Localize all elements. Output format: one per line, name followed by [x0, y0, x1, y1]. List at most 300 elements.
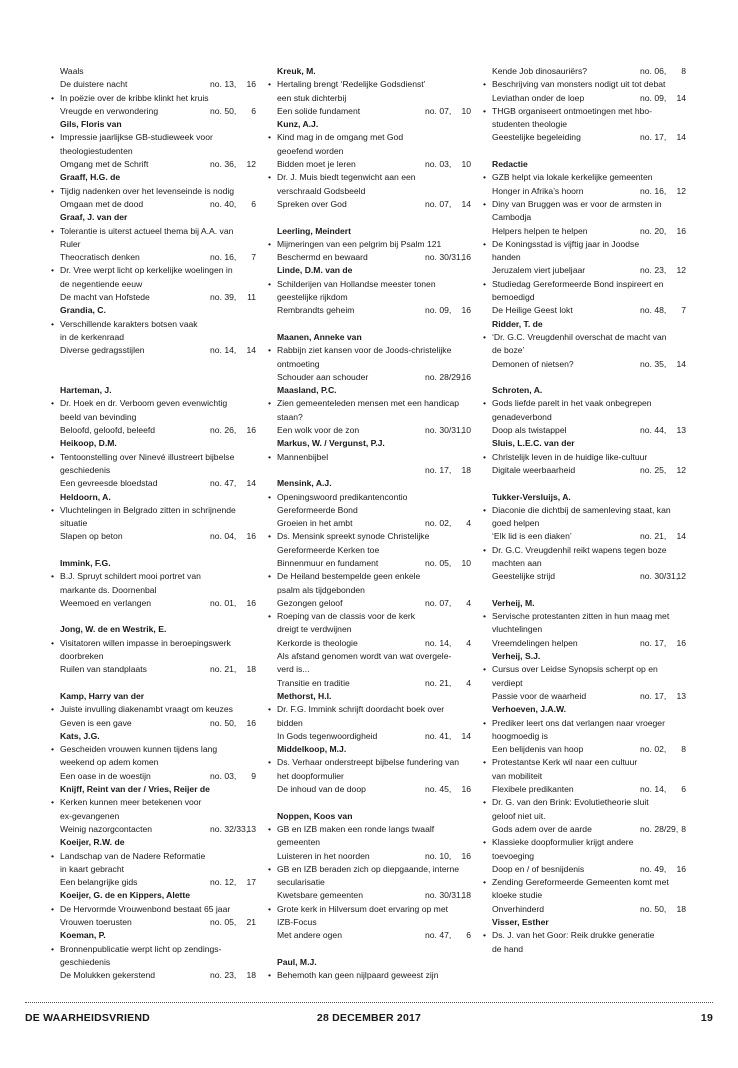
issue-number: no. 21,	[640, 531, 667, 542]
summary-continuation: gemeenten	[277, 837, 321, 848]
summary-continuation: de boze’	[492, 345, 525, 356]
section-gap	[268, 211, 471, 224]
article-summary: • Bronnenpublicatie werpt licht op zendings-	[51, 943, 256, 956]
page-reference: 16	[676, 637, 686, 648]
author-name: Koeman, P.	[60, 930, 106, 941]
article-reference	[268, 783, 471, 796]
issue-number: no. 21,	[425, 677, 452, 688]
article-summary: • Beschrijving van monsters nodigt uit tot debat	[483, 78, 686, 91]
article-summary: • Impressie jaarlijkse GB-studieweek voor	[51, 131, 256, 144]
index-column-1	[51, 65, 256, 982]
author-name: Redactie	[492, 159, 528, 170]
article-title: Kende Job dinosauriërs?	[492, 66, 588, 76]
article-summary: • In poëzie over de kribbe klinkt het kruis	[51, 92, 256, 105]
article-reference	[51, 251, 256, 264]
article-summary: • GB en IZB maken een ronde langs twaalf	[268, 823, 471, 836]
issue-number: no. 47,	[210, 478, 237, 489]
page-reference: 16	[461, 850, 471, 861]
issue-number: no. 30/31,	[425, 425, 464, 436]
article-reference	[483, 530, 686, 543]
article-summary: • Protestantse Kerk wil naar een cultuur	[483, 756, 686, 769]
article-title: Gezongen geloof	[277, 597, 343, 608]
issue-number: no. 41,	[425, 730, 452, 741]
article-reference	[268, 557, 471, 570]
section-gap	[51, 677, 256, 690]
article-summary: • Zien gemeenteleden mensen met een handicap	[268, 397, 471, 410]
author-name: Middelkoop, M.J.	[277, 744, 347, 755]
author-name: Verhoeven, J.A.W.	[492, 704, 567, 715]
author-name: Kunz, A.J.	[277, 119, 319, 130]
article-title: Transitie en traditie	[277, 677, 350, 688]
article-summary: • Diaconie die dichtbij de samenleving staat, kan	[483, 504, 686, 517]
article-reference	[51, 823, 256, 836]
page-reference: 16	[461, 252, 471, 263]
page-reference: 18	[246, 970, 256, 981]
page-reference: 10	[461, 557, 471, 568]
page-reference: 10	[461, 425, 471, 436]
summary-continuation: Gereformeerde Bond	[277, 504, 358, 515]
article-reference	[483, 185, 686, 198]
page-reference: 16	[461, 371, 471, 382]
author-name: Verheij, S.J.	[492, 651, 541, 662]
article-reference	[483, 743, 686, 756]
author-name: Ridder, T. de	[492, 318, 543, 329]
issue-number: no. 04,	[210, 531, 237, 542]
article-title: Leviathan onder de loep	[492, 92, 585, 103]
article-summary: • Cursus over Leidse Synopsis scherpt op en	[483, 663, 686, 676]
article-reference	[483, 570, 686, 583]
issue-number: no. 17,	[640, 637, 667, 648]
issue-number: no. 49,	[640, 863, 667, 874]
author-name: Knijff, Reint van der / Vries, Reijer de	[60, 784, 210, 795]
page-reference: 16	[246, 531, 256, 542]
article-summary: • Rabbijn ziet kansen voor de Joods-christelijke	[268, 344, 471, 357]
article-title: Weemoed en verlangen	[60, 597, 152, 608]
issue-number: no. 02,	[425, 518, 452, 529]
article-title: Spreken over God	[277, 198, 347, 209]
article-title: Een oase in de woestijn	[60, 770, 151, 781]
summary-continuation: dreigt te verdwijnen	[277, 624, 352, 635]
page-reference: 11	[247, 292, 256, 303]
article-summary: • GB en IZB beraden zich op diepgaande, interne	[268, 863, 471, 876]
article-reference	[51, 969, 256, 982]
page-reference: 17	[246, 877, 256, 888]
summary-continuation: het doopformulier	[277, 770, 344, 781]
article-title: De Heilige Geest lokt	[492, 305, 573, 316]
summary-continuation: kloeke studie	[492, 890, 543, 901]
issue-number: no. 16,	[640, 185, 667, 196]
article-reference	[268, 105, 471, 118]
issue-number: no. 07,	[425, 105, 452, 116]
author-name: Mensink, A.J.	[277, 478, 332, 489]
summary-continuation: de hand	[492, 943, 524, 954]
article-title: Flexibele predikanten	[492, 784, 574, 795]
issue-number: no. 13,	[210, 79, 237, 90]
article-title: Honger in Afrika’s hoorn	[492, 185, 584, 196]
article-title: De duistere nacht	[60, 79, 128, 90]
summary-continuation: machten aan	[492, 557, 542, 568]
author-name: Visser, Esther	[492, 917, 549, 927]
article-reference	[483, 863, 686, 876]
issue-number: no. 02,	[640, 744, 667, 755]
article-reference	[483, 464, 686, 477]
article-title: Rembrandts geheim	[277, 305, 355, 316]
section-gap	[483, 371, 686, 384]
article-reference	[268, 304, 471, 317]
author-name: Harteman, J.	[60, 385, 112, 396]
summary-continuation: in kaart gebracht	[60, 863, 125, 874]
summary-continuation: hoogmoedig is	[492, 730, 548, 741]
author-name: Linde, D.M. van de	[277, 265, 353, 276]
section-gap	[483, 477, 686, 490]
article-reference	[51, 530, 256, 543]
article-title: Weinig nazorgcontacten	[60, 823, 153, 834]
issue-number: no. 12,	[210, 877, 237, 888]
article-title: Omgang met de Schrift	[60, 159, 149, 170]
author-name: Gils, Floris van	[60, 119, 122, 130]
article-reference	[268, 517, 471, 530]
section-gap	[483, 145, 686, 158]
author-name: Immink, F.G.	[60, 557, 111, 568]
page-reference: 14	[676, 132, 686, 143]
summary-continuation: Als afstand genomen wordt van wat overgele-	[277, 651, 452, 662]
page-reference: 8	[681, 744, 686, 755]
article-reference	[268, 850, 471, 863]
article-title: Een wolk voor de zon	[277, 425, 360, 436]
article-reference	[483, 823, 686, 836]
page-reference: 13	[246, 823, 256, 834]
article-reference	[483, 225, 686, 238]
article-summary: • Dr. G. van den Brink: Evolutietheorie sluit	[483, 796, 686, 809]
article-title: De macht van Hofstede	[60, 292, 150, 303]
summary-continuation: geestelijke rijkdom	[277, 292, 348, 303]
summary-continuation: geoefend worden	[277, 145, 344, 156]
article-reference	[268, 424, 471, 437]
article-title: Doop en / of besnijdenis	[492, 863, 585, 874]
article-title: Beloofd, geloofd, beleefd	[60, 425, 156, 436]
page-reference: 16	[246, 597, 256, 608]
article-title: Een gevreesde bloedstad	[60, 478, 158, 489]
article-reference	[51, 876, 256, 889]
author-name: Kamp, Harry van der	[60, 690, 145, 701]
publication-date: 28 DECEMBER 2017	[316, 1012, 422, 1024]
article-reference	[51, 344, 256, 357]
author-name: Sluis, L.E.C. van der	[492, 438, 575, 449]
article-summary: • Vluchtelingen in Belgrado zitten in schrijnende	[51, 504, 256, 517]
summary-continuation: Ruler	[60, 238, 81, 249]
section-gap	[51, 610, 256, 623]
issue-number: no. 35,	[640, 358, 667, 369]
article-title: Geestelijke begeleiding	[492, 132, 581, 143]
article-summary: • De Heiland bestempelde geen enkele	[268, 570, 471, 583]
page-reference: 14	[461, 198, 471, 209]
page-reference: 14	[676, 358, 686, 369]
page-reference: 6	[251, 105, 256, 116]
article-title: Geestelijke strijd	[492, 571, 556, 582]
page-reference: 21	[246, 917, 256, 927]
summary-continuation: verschraald Godsbeeld	[277, 185, 366, 196]
article-title: Luisteren in het noorden	[277, 850, 370, 861]
article-summary: • Ds. Mensink spreekt synode Christelijke	[268, 530, 471, 543]
article-reference	[51, 663, 256, 676]
article-reference	[483, 264, 686, 277]
page-reference: 16	[246, 717, 256, 728]
article-title: Ruilen van standplaats	[60, 664, 147, 675]
article-title: Kwetsbare gemeenten	[277, 890, 363, 901]
issue-number: no. 50,	[210, 105, 237, 116]
article-summary: • Roeping van de classis voor de kerk	[268, 610, 471, 623]
issue-number: no. 20,	[640, 225, 667, 236]
summary-continuation: Gereformeerde Kerken toe	[277, 544, 380, 555]
article-summary: • Mannenbijbel	[268, 451, 471, 464]
summary-continuation: situatie	[60, 518, 88, 529]
issue-number: no. 09,	[640, 92, 667, 103]
article-title: Gods adem over de aarde	[492, 823, 592, 834]
author-name: Graaff, H.G. de	[60, 172, 121, 183]
article-summary: • Christelijk leven in de huidige like-cultuur	[483, 451, 686, 464]
issue-number: no. 45,	[425, 784, 452, 795]
article-summary: • THGB organiseert ontmoetingen met hbo-	[483, 105, 686, 118]
article-reference	[51, 105, 256, 118]
article-summary: • De Hervormde Vrouwenbond bestaat 65 jaar	[51, 903, 256, 916]
publication-name: DE WAARHEIDSVRIEND	[25, 1012, 150, 1024]
section-gap	[51, 358, 256, 371]
issue-number: no. 21,	[210, 664, 237, 675]
article-title: Kerkorde is theologie	[277, 637, 358, 648]
article-summary: • Kind mag in de omgang met God	[268, 131, 471, 144]
summary-continuation: doorbreken	[60, 651, 104, 662]
issue-number: no. 10,	[425, 850, 452, 861]
article-reference	[268, 158, 471, 171]
article-summary: • Dr. G.C. Vreugdenhil reikt wapens tegen boze	[483, 544, 686, 557]
article-reference	[51, 477, 256, 490]
article-title: De Molukken gekerstend	[60, 970, 156, 981]
summary-continuation: in de kerkenraad	[60, 331, 125, 342]
article-title: Digitale weerbaarheid	[492, 464, 576, 475]
issue-number: no. 03,	[425, 159, 452, 170]
article-title: Jeruzalem viert jubeljaar	[492, 265, 586, 276]
author-name: Tukker-Versluijs, A.	[492, 491, 571, 502]
author-name: Kats, J.G.	[60, 730, 100, 741]
article-summary: • Gods liefde parelt in het vaak onbegrepen	[483, 397, 686, 410]
article-title: Doop als twistappel	[492, 425, 567, 436]
summary-continuation: van mobiliteit	[492, 770, 543, 781]
page-reference: 16	[246, 425, 256, 436]
issue-number: no. 05,	[425, 557, 452, 568]
article-summary: • Schilderijen van Hollandse meester tonen	[268, 278, 471, 291]
issue-number: no. 25,	[640, 464, 667, 475]
page-reference: 16	[246, 79, 256, 90]
page-reference: 7	[681, 305, 686, 316]
page-reference: 10	[461, 159, 471, 170]
summary-continuation: secularisatie	[277, 877, 325, 888]
issue-number: no. 06,	[640, 66, 667, 76]
summary-continuation: geschiedenis	[60, 956, 111, 967]
article-reference	[268, 597, 471, 610]
issue-number: no. 50,	[640, 903, 667, 914]
page-reference: 14	[246, 345, 256, 356]
issue-number: no. 48,	[640, 305, 667, 316]
page-reference: 8	[681, 66, 686, 76]
article-title: Passie voor de waarheid	[492, 690, 587, 701]
article-reference	[51, 424, 256, 437]
article-summary: • Gescheiden vrouwen kunnen tijdens lang	[51, 743, 256, 756]
page-reference: 8	[681, 823, 686, 834]
author-name: Paul, M.J.	[277, 956, 317, 967]
article-summary: • Grote kerk in Hilversum doet ervaring op met	[268, 903, 471, 916]
article-summary: • Ds. Verhaar onderstreept bijbelse fundering van	[268, 756, 471, 769]
issue-number: no. 17,	[640, 690, 667, 701]
summary-continuation: handen	[492, 252, 521, 263]
page-reference: 12	[676, 185, 686, 196]
issue-number: no. 14,	[425, 637, 452, 648]
issue-number: no. 30/31,	[640, 571, 679, 582]
article-summary: • Tentoonstelling over Ninevé illustreert bijbelse	[51, 451, 256, 464]
article-reference	[51, 198, 256, 211]
index-column-2	[268, 65, 471, 982]
article-reference	[483, 783, 686, 796]
section-gap	[268, 318, 471, 331]
article-title: Onverhinderd	[492, 903, 545, 914]
summary-continuation: markante ds. Doornenbal	[60, 584, 157, 595]
page-reference: 16	[676, 225, 686, 236]
article-summary: • Kerken kunnen meer betekenen voor	[51, 796, 256, 809]
article-reference	[268, 730, 471, 743]
page-reference: 18	[461, 464, 471, 475]
article-summary: • GZB helpt via lokale kerkelijke gemeenten	[483, 171, 686, 184]
article-title: Demonen of nietsen?	[492, 358, 574, 369]
article-reference	[483, 358, 686, 371]
page-reference: 12	[676, 265, 686, 276]
summary-continuation: IZB-Focus	[277, 917, 317, 927]
article-reference	[51, 770, 256, 783]
article-summary: • Mijmeringen van een pelgrim bij Psalm 121	[268, 238, 471, 251]
page-reference: 18	[246, 664, 256, 675]
article-reference	[51, 597, 256, 610]
article-reference	[268, 637, 471, 650]
page-reference: 12	[676, 571, 686, 582]
page-reference: 4	[466, 597, 471, 608]
author-name: Koeijer, R.W. de	[60, 837, 125, 848]
summary-continuation: vluchtelingen	[492, 624, 543, 635]
article-summary: • Prediker leert ons dat verlangen naar vroeger	[483, 717, 686, 730]
page-reference: 16	[461, 305, 471, 316]
issue-number: no. 16,	[210, 252, 237, 263]
article-title: Een solide fundament	[277, 105, 361, 116]
article-reference	[268, 677, 471, 690]
article-title: Omgaan met de dood	[60, 198, 144, 209]
article-reference	[483, 637, 686, 650]
article-summary: • Tijdig nadenken over het levenseinde is nodig	[51, 185, 256, 198]
author-name: Heldoorn, A.	[60, 491, 111, 502]
author-name: Leerling, Meindert	[277, 225, 352, 236]
article-reference	[51, 78, 256, 91]
article-reference	[483, 304, 686, 317]
issue-number: no. 09,	[425, 305, 452, 316]
issue-number: no. 36,	[210, 159, 237, 170]
page-reference: 16	[461, 784, 471, 795]
author-name: Methorst, H.I.	[277, 690, 332, 701]
article-summary: • Zending Gereformeerde Gemeenten komt met	[483, 876, 686, 889]
article-summary: • Klassieke doopformulier krijgt andere	[483, 836, 686, 849]
page-reference: 14	[246, 478, 256, 489]
article-reference	[51, 158, 256, 171]
article-title: Slapen op beton	[60, 531, 123, 542]
article-summary: • Behemoth kan geen nijlpaard geweest zijn	[268, 969, 471, 982]
page-reference: 9	[251, 770, 256, 781]
article-title: ‘Elk lid is een diaken’	[492, 531, 572, 542]
article-reference	[268, 371, 471, 384]
author-name: Maanen, Anneke van	[277, 331, 362, 342]
article-summary: • Visitatoren willen impasse in beroepingswerk	[51, 637, 256, 650]
section-gap	[268, 796, 471, 809]
author-name: Grandia, C.	[60, 305, 106, 316]
summary-continuation: staan?	[277, 411, 303, 422]
article-summary: • Dr. Vree werpt licht op kerkelijke woelingen in	[51, 264, 256, 277]
page-reference: 6	[251, 198, 256, 209]
article-title: Bidden moet je leren	[277, 159, 356, 170]
article-reference	[51, 717, 256, 730]
summary-continuation: studenten theologie	[492, 119, 568, 130]
summary-continuation: ex-gevangenen	[60, 810, 120, 821]
article-title: Een belijdenis van hoop	[492, 744, 584, 755]
page-reference: 7	[251, 252, 256, 263]
page-reference: 18	[461, 890, 471, 901]
author-name: Kreuk, M.	[277, 66, 316, 76]
page-reference: 16	[676, 863, 686, 874]
page-reference: 12	[246, 159, 256, 170]
article-reference	[268, 464, 471, 477]
author-name: Markus, W. / Vergunst, P.J.	[277, 438, 385, 449]
article-title: Helpers helpen te helpen	[492, 225, 588, 236]
summary-continuation: Waals	[60, 66, 84, 76]
issue-number: no. 23,	[640, 265, 667, 276]
page-number: 19	[700, 1012, 713, 1024]
article-title: De inhoud van de doop	[277, 784, 366, 795]
issue-number: no. 30/31,	[425, 252, 464, 263]
index-column-3	[483, 65, 686, 956]
page-reference: 13	[676, 690, 686, 701]
article-reference	[268, 889, 471, 902]
article-reference	[51, 291, 256, 304]
page-reference: 4	[466, 637, 471, 648]
summary-continuation: geloof niet uit.	[492, 810, 546, 821]
author-name: Verheij, M.	[492, 597, 535, 608]
article-title: Met andere ogen	[277, 930, 342, 941]
article-title: Een belangrijke gids	[60, 877, 138, 888]
article-reference	[483, 690, 686, 703]
section-gap	[268, 943, 471, 956]
page-reference: 12	[676, 464, 686, 475]
article-title: Diverse gedragsstijlen	[60, 345, 145, 356]
summary-continuation: psalm als tijdgebonden	[277, 584, 365, 595]
article-title: Vreemdelingen helpen	[492, 637, 578, 648]
summary-continuation: de negentiende eeuw	[60, 278, 143, 289]
page-reference: 10	[461, 105, 471, 116]
page-reference: 14	[676, 92, 686, 103]
article-title: Theocratisch denken	[60, 252, 140, 263]
issue-number: no. 28/29,	[640, 823, 679, 834]
article-summary: • Diny van Bruggen was er voor de armsten in	[483, 198, 686, 211]
author-name: Maasland, P.C.	[277, 385, 337, 396]
issue-number: no. 17,	[640, 132, 667, 143]
author-name: Koeijer, G. de en Kippers, Alette	[60, 890, 191, 901]
article-summary: • Tolerantie is uiterst actueel thema bij A.A. van	[51, 225, 256, 238]
article-summary: • Juiste invulling diakenambt vraagt om keuzes	[51, 703, 256, 716]
summary-continuation: ontmoeting	[277, 358, 320, 369]
issue-number: no. 23,	[210, 970, 237, 981]
issue-number: no. 01,	[210, 597, 237, 608]
